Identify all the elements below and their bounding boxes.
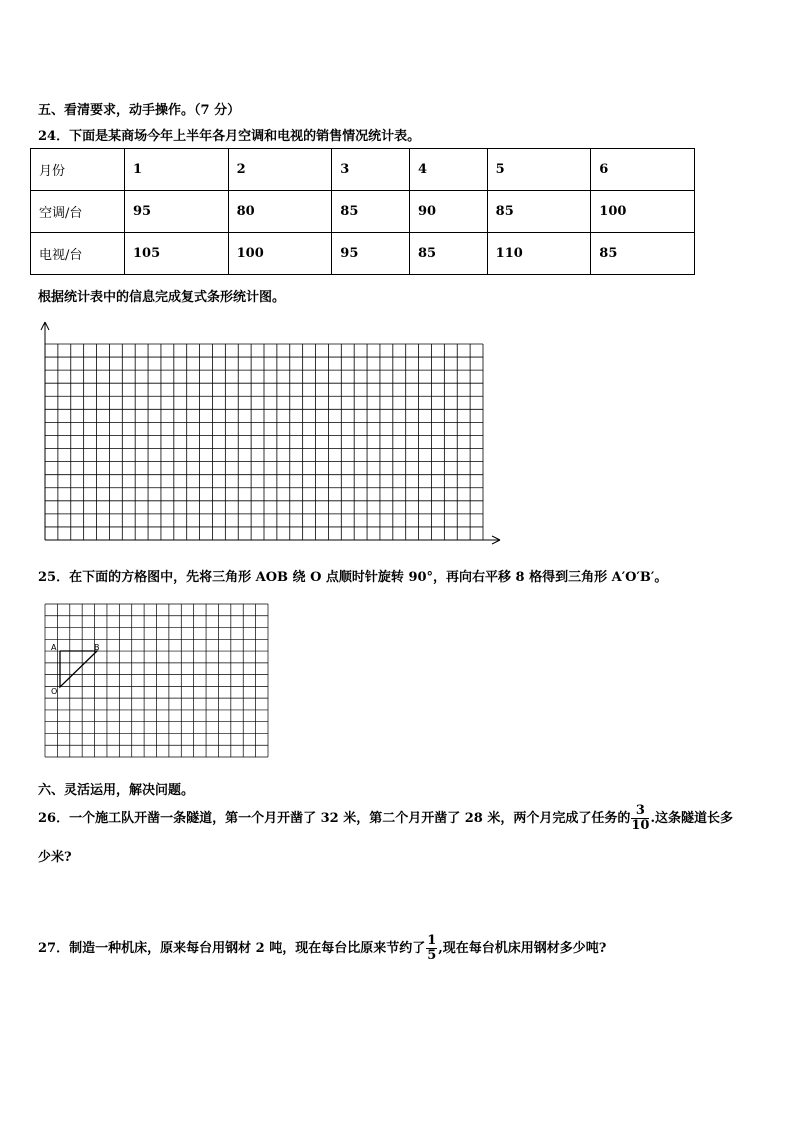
fraction-numerator: 1 [427,933,437,948]
q27-text-after: ,现在每台机床用钢材多少吨? [438,941,607,956]
table-cell: 月份 [31,149,125,191]
table-cell: 105 [125,233,229,275]
label-b: B [94,643,100,652]
section5-heading: 五、看清要求，动手操作。（7 分） [38,103,241,118]
q26-text [38,804,733,833]
q24-instruction: 根据统计表中的信息完成复式条形统计图。 [38,290,286,305]
table-cell: 95 [125,191,229,233]
table-cell: 90 [409,191,487,233]
section6-heading: 六、灵活运用，解决问题。 [38,783,195,798]
label-a: A [51,643,57,652]
table-cell: 3 [332,149,410,191]
table-cell: 2 [228,149,332,191]
table-cell: 5 [487,149,591,191]
triangle-aob [60,651,97,687]
q25-prompt: 25．在下面的方格图中，先将三角形 AOB 绕 O 点顺时针旋转 90°，再向右平移 8 格得到三角形 A′O′B′。 [38,570,668,585]
table-cell: 85 [409,233,487,275]
q27-text-before: 27．制造一种机床，原来每台用钢材 2 吨，现在每台比原来节约了 [38,941,426,956]
table-cell: 100 [591,191,695,233]
table-cell: 电视/台 [31,233,125,275]
table-cell: 4 [409,149,487,191]
fraction [631,804,649,833]
table-cell: 100 [228,233,332,275]
q26-text-cont: 少米? [38,850,72,865]
fraction-denominator: 10 [631,818,650,833]
fraction-numerator: 3 [631,804,649,819]
label-o: O [51,687,58,696]
q27-text [38,934,606,963]
q24-prompt: 24．下面是某商场今年上半年各月空调和电视的销售情况统计表。 [38,129,421,144]
q26-text-before: 26．一个施工队开凿一条隧道，第一个月开凿了 32 米，第二个月开凿了 28 米，两个月完成了任务的 [38,811,631,826]
table-cell: 6 [591,149,695,191]
table-cell: 空调/台 [31,191,125,233]
table-cell: 95 [332,233,410,275]
table-cell: 80 [228,191,332,233]
fraction [426,934,437,963]
fraction-denominator: 5 [427,948,437,963]
table-cell: 85 [332,191,410,233]
table-cell: 85 [591,233,695,275]
q26-text-after: .这条隧道长多 [650,811,734,826]
table-cell: 110 [487,233,591,275]
table-cell: 85 [487,191,591,233]
table-cell: 1 [125,149,229,191]
